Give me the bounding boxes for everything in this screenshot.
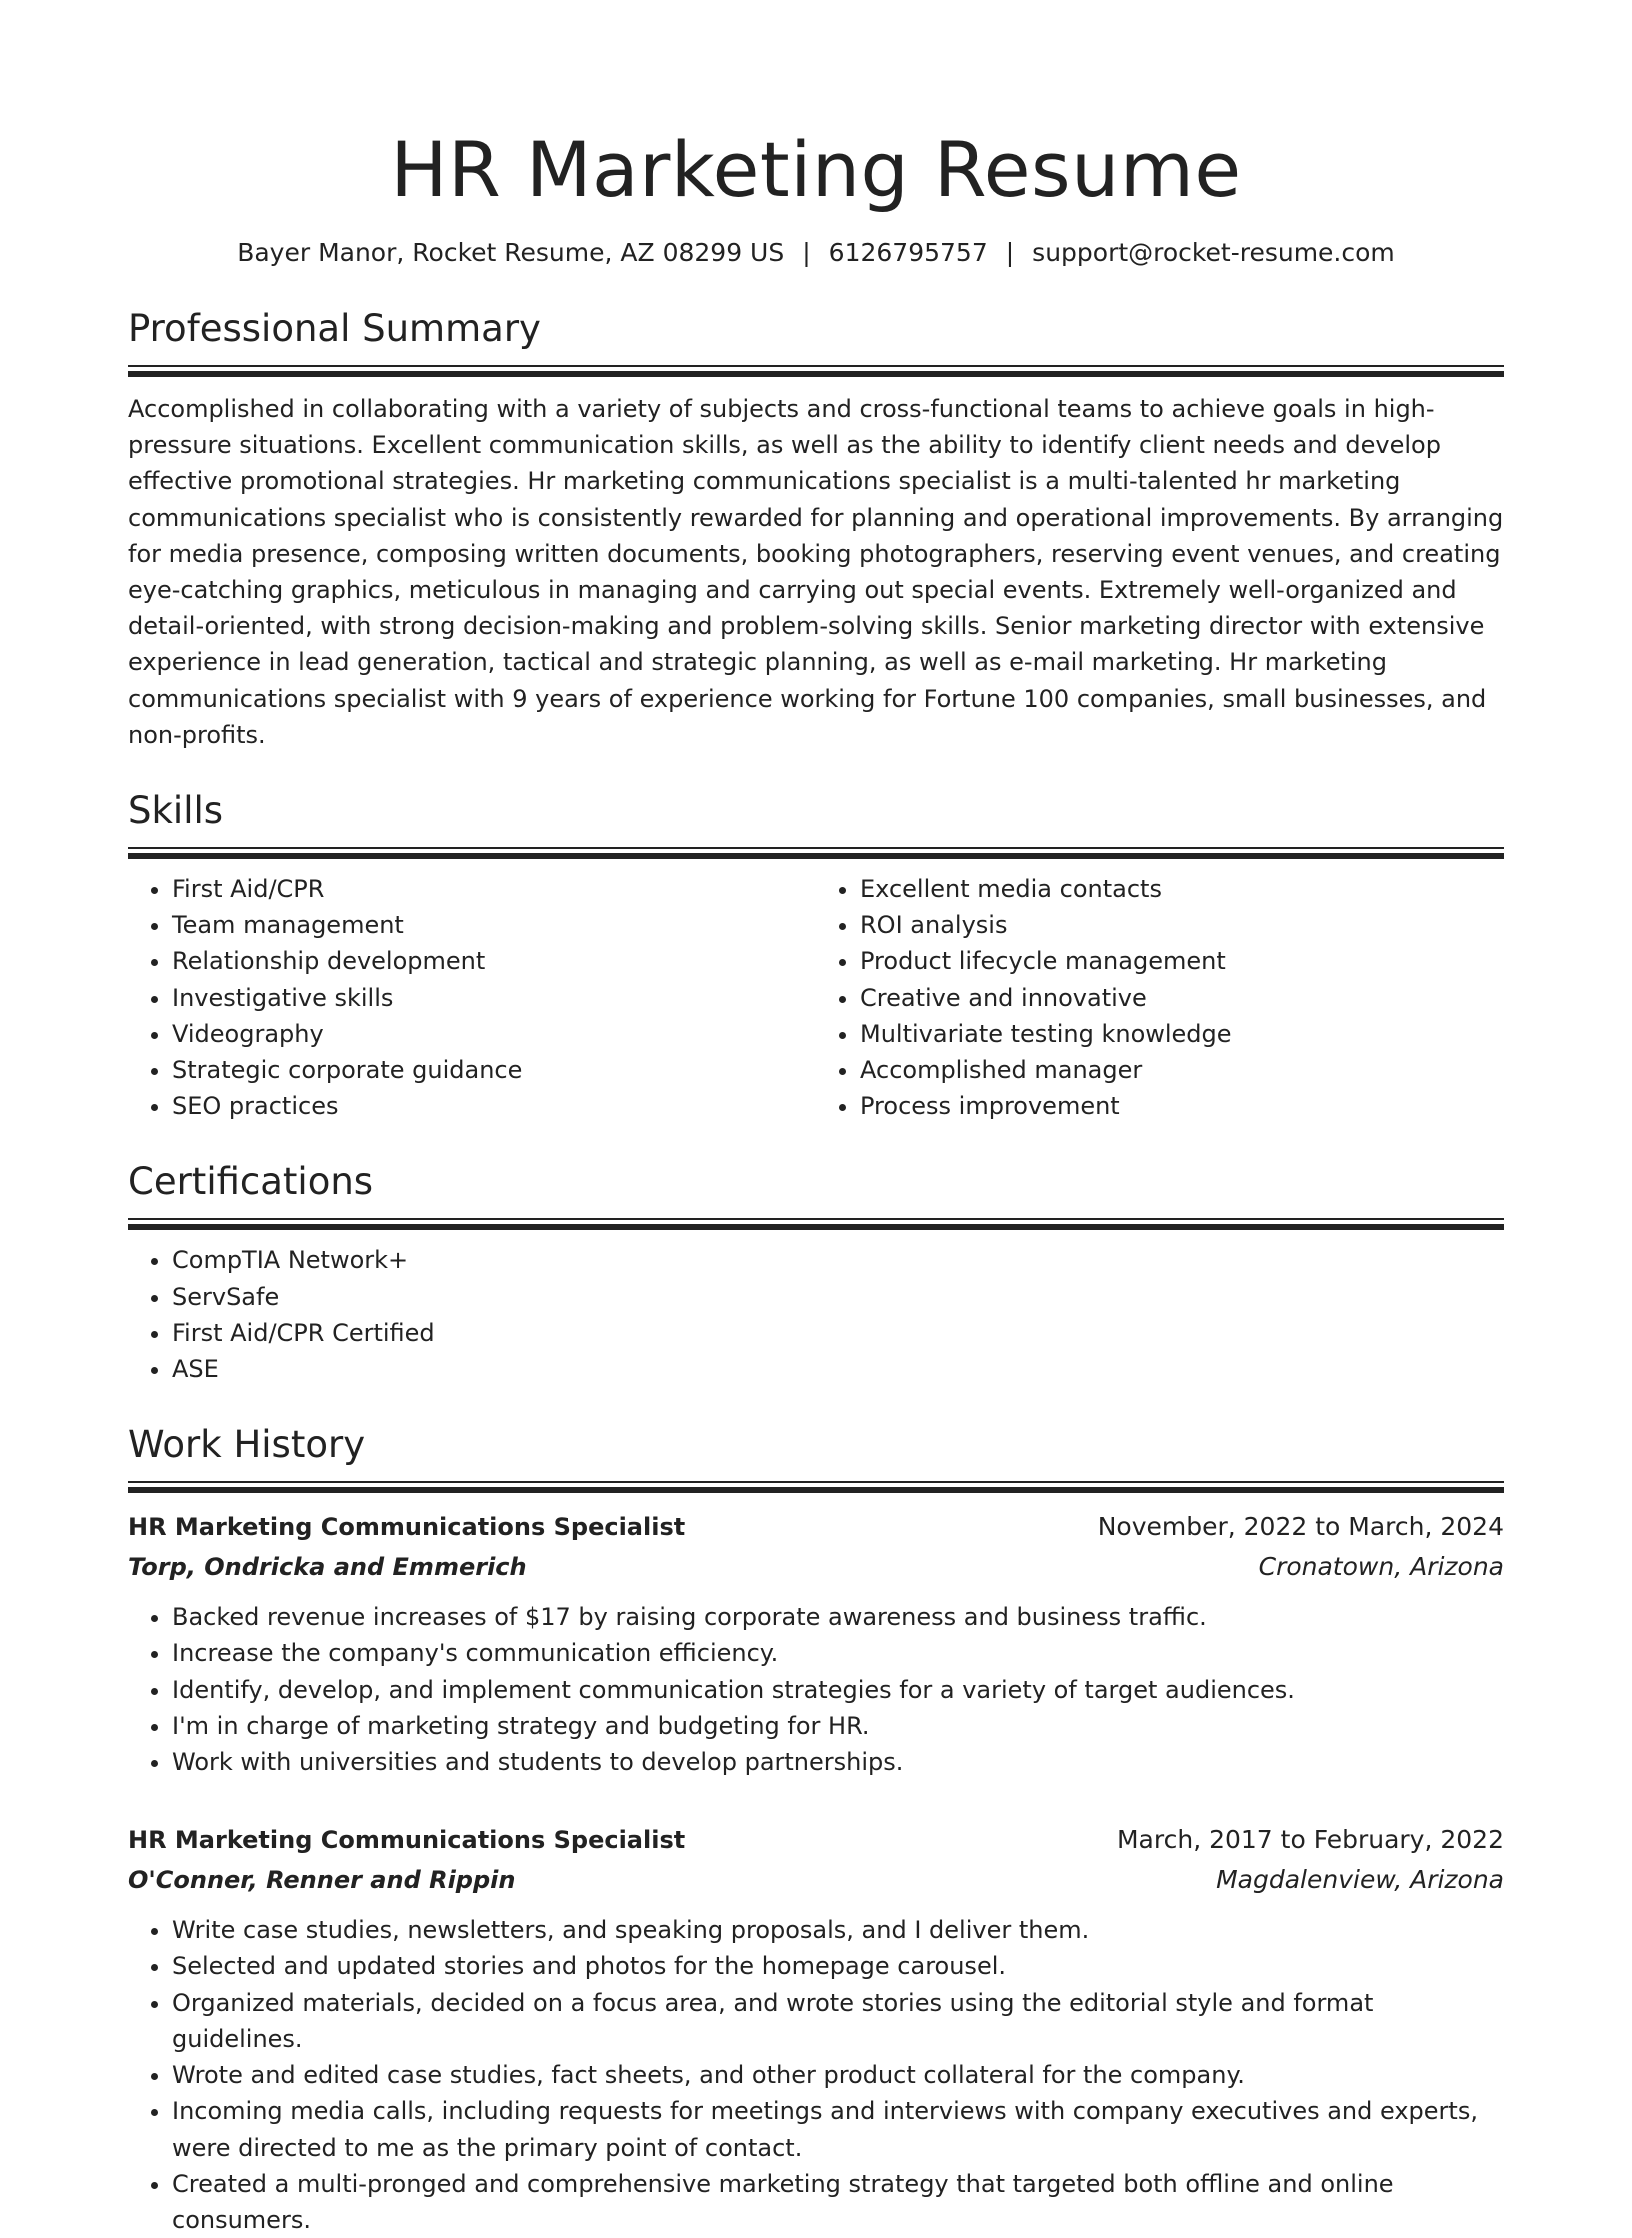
job-title: HR Marketing Communications Specialist [128, 1513, 686, 1542]
list-item: • Wrote and edited case studies, fact sheets, and other product collateral for the company. [172, 2057, 1504, 2093]
list-item: • CompTIA Network+ [172, 1242, 1504, 1278]
company-name: Torp, Ondricka and Emmerich [128, 1553, 527, 1582]
company-name: O'Conner, Renner and Rippin [128, 1866, 516, 1895]
list-item: • ServSafe [172, 1279, 1504, 1315]
resume-title: HR Marketing Resume [390, 125, 1242, 214]
list-item: • Relationship development [172, 943, 816, 979]
list-item: • ROI analysis [860, 907, 1504, 943]
list-item: • Work with universities and students to develop partnerships. [172, 1744, 1504, 1780]
section-heading-skills: Skills [128, 789, 224, 833]
list-item: • Multivariate testing knowledge [860, 1016, 1504, 1052]
job-dates: November, 2022 to March, 2024 [1097, 1512, 1504, 1542]
address: Bayer Manor, Rocket Resume, AZ 08299 US [237, 238, 785, 267]
list-item: • SEO practices [172, 1088, 816, 1124]
list-item: • Write case studies, newsletters, and speaking proposals, and I deliver them. [172, 1912, 1504, 1948]
list-item: • First Aid/CPR Certified [172, 1315, 1504, 1351]
job-subheader [128, 1860, 1504, 1900]
list-item: • Incoming media calls, including requests for meetings and interviews with company executives and experts, were directed to me as the primary point of contact. [172, 2093, 1504, 2165]
list-item: • Backed revenue increases of $17 by raising corporate awareness and business traffic. [172, 1599, 1504, 1635]
section-divider [128, 365, 1504, 377]
email: support@rocket-resume.com [1032, 238, 1395, 267]
list-item: • I'm in charge of marketing strategy and budgeting for HR. [172, 1708, 1504, 1744]
certifications-section [128, 1158, 1504, 1387]
work-history-section [128, 1421, 1504, 2238]
job-title: HR Marketing Communications Specialist [128, 1826, 686, 1855]
list-item: • Selected and updated stories and photos for the homepage carousel. [172, 1948, 1504, 1984]
section-heading-work-history: Work History [128, 1423, 366, 1467]
list-item: • Accomplished manager [860, 1052, 1504, 1088]
summary-section [128, 305, 1504, 753]
section-divider [128, 847, 1504, 859]
list-item: • ASE [172, 1351, 1504, 1387]
list-item: • Identify, develop, and implement communication strategies for a variety of target audiences. [172, 1672, 1504, 1708]
section-heading-summary: Professional Summary [128, 307, 541, 350]
list-item: • Creative and innovative [860, 980, 1504, 1016]
separator: | [802, 238, 811, 267]
list-item: • Organized materials, decided on a focus area, and wrote stories using the editorial style and format guidelines. [172, 1985, 1504, 2057]
skills-section [128, 787, 1504, 1124]
list-item: • Process improvement [860, 1088, 1504, 1124]
list-item: • Strategic corporate guidance [172, 1052, 816, 1088]
section-heading-certifications: Certifications [128, 1160, 374, 1204]
list-item: • Investigative skills [172, 980, 816, 1016]
separator: | [1005, 238, 1015, 267]
summary-text: Accomplished in collaborating with a variety of subjects and cross-functional teams to achieve goals in high-pressure situations. Excellent communication skills, as well as the ability to identify client needs and develop effective promotional strategies. Hr marketing communications specialist is a multi-talented hr marketing communications specialist who is consistently rewarded for planning and operational improvements. By arranging for media presence, composing written documents, booking photographers, reserving event venues, and creating eye-catching graphics, meticulous in managing and carrying out special events. Extremely well-organized and detail-oriented, with strong decision-making and problem-solving skills. Senior marketing director with extensive experience in lead generation, tactical and strategic planning, as well as e-mail marketing. Hr marketing communications specialist with 9 years of experience working for Fortune 100 companies, small businesses, and non-profits. [128, 395, 1504, 749]
job-dates: March, 2017 to February, 2022 [1116, 1825, 1504, 1855]
list-item: • Team management [172, 907, 816, 943]
job-location: Magdalenview, Arizona [1216, 1865, 1504, 1895]
job-bullets [128, 1912, 1504, 2238]
skills-columns [128, 871, 1504, 1124]
skills-list-left [128, 871, 816, 1124]
list-item: • First Aid/CPR [172, 871, 816, 907]
job-bullets [128, 1599, 1504, 1780]
list-item: • Product lifecycle management [860, 943, 1504, 979]
list-item: • Increase the company's communication efficiency. [172, 1635, 1504, 1671]
certifications-list [128, 1242, 1504, 1387]
job-subheader [128, 1547, 1504, 1587]
contact-line [128, 235, 1504, 271]
job-entry [128, 1820, 1504, 2238]
skills-list-right [816, 871, 1504, 1124]
job-header [128, 1820, 1504, 1860]
list-item: • Created a multi-pronged and comprehensive marketing strategy that targeted both offline and online consumers. [172, 2166, 1504, 2238]
section-divider [128, 1218, 1504, 1230]
job-location: Cronatown, Arizona [1258, 1552, 1504, 1582]
list-item: • Excellent media contacts [860, 871, 1504, 907]
list-item: • Videography [172, 1016, 816, 1052]
section-divider [128, 1481, 1504, 1493]
job-header [128, 1507, 1504, 1547]
phone: 6126795757 [828, 238, 988, 267]
job-entry [128, 1507, 1504, 1780]
